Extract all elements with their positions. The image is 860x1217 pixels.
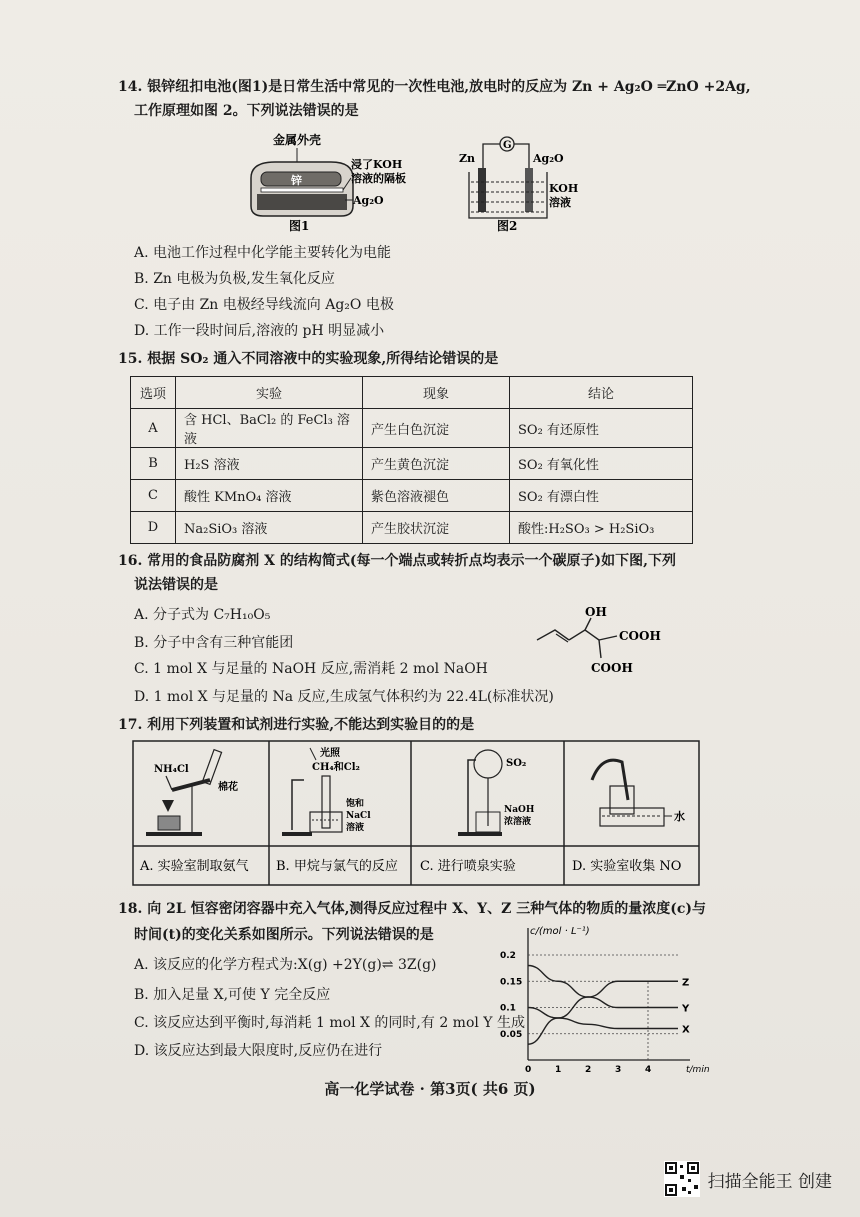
table-cell: C xyxy=(131,480,176,512)
x-axis-label: t/min xyxy=(686,1065,710,1075)
table-cell: H₂S 溶液 xyxy=(176,448,363,480)
table-cell: SO₂ 有氧化性 xyxy=(510,448,693,480)
q15-table xyxy=(130,376,693,544)
q14-option-c: C. 电子由 Zn 电极经导线流向 Ag₂O 电极 xyxy=(134,297,394,313)
series-line-z xyxy=(528,981,678,1044)
q17-caption-a: A. 实验室制取氨气 xyxy=(140,859,249,874)
label-ch4-cl2: CH₄和Cl₂ xyxy=(312,762,360,773)
table-cell: Na₂SiO₃ 溶液 xyxy=(176,512,363,544)
table-header-cell: 实验 xyxy=(176,377,363,409)
q17-caption-c: C. 进行喷泉实验 xyxy=(420,859,516,874)
table-cell: 酸性 KMnO₄ 溶液 xyxy=(176,480,363,512)
table-cell: 酸性:H₂SO₃ > H₂SiO₃ xyxy=(510,512,693,544)
q18-option-b: B. 加入足量 X,可使 Y 完全反应 xyxy=(134,987,331,1003)
apparatus-d xyxy=(592,760,685,826)
table-cell: 产生黄色沉淀 xyxy=(363,448,510,480)
fig1-label-shell: 金属外壳 xyxy=(273,133,322,147)
fig2-label-ag2o: Ag₂O xyxy=(533,152,564,165)
series-label-y: Y xyxy=(682,1003,690,1015)
q15-stem: 15. 根据 SO₂ 通入不同溶液中的实验现象,所得结论错误的是 xyxy=(118,351,499,367)
page-footer: 高一化学试卷 · 第3页( 共6 页) xyxy=(324,1080,536,1098)
y-tick-label: 0.1 xyxy=(500,1003,516,1014)
table-header-row xyxy=(131,377,693,409)
table-row xyxy=(131,480,693,512)
x-tick-label: 0 xyxy=(525,1065,532,1075)
label-conc-sol: 浓溶液 xyxy=(504,817,532,827)
fig2-caption: 图2 xyxy=(497,219,518,233)
q17-caption-b: B. 甲烷与氯气的反应 xyxy=(276,859,398,874)
table-cell: 紫色溶液褪色 xyxy=(363,480,510,512)
q16-option-a: A. 分子式为 C₇H₁₀O₅ xyxy=(134,607,271,623)
struct-cooh-2: COOH xyxy=(591,661,633,675)
series-label-z: Z xyxy=(682,977,690,989)
fig2-label-solution: 溶液 xyxy=(549,196,571,209)
series-line-x xyxy=(528,1008,678,1029)
table-cell: SO₂ 有漂白性 xyxy=(510,480,693,512)
x-tick-label: 3 xyxy=(615,1065,622,1075)
label-naoh: NaOH xyxy=(504,805,535,815)
q14-option-b: B. Zn 电极为负极,发生氧化反应 xyxy=(134,271,335,287)
q16-option-c: C. 1 mol X 与足量的 NaOH 反应,需消耗 2 mol NaOH xyxy=(134,661,488,677)
label-cotton: 棉花 xyxy=(218,782,238,793)
y-tick-label: 0.15 xyxy=(500,977,523,988)
q14-option-d: D. 工作一段时间后,溶液的 pH 明显减小 xyxy=(134,323,385,339)
watermark-text: 扫描全能王 创建 xyxy=(707,1171,832,1192)
table-header-cell: 选项 xyxy=(131,377,176,409)
table-header-cell: 结论 xyxy=(510,377,693,409)
qr-code-icon xyxy=(664,1161,700,1197)
label-nacl: NaCl xyxy=(346,811,371,821)
struct-oh: OH xyxy=(585,605,607,619)
apparatus-b xyxy=(282,746,371,836)
table-cell: A xyxy=(131,409,176,448)
table-cell: 含 HCl、BaCl₂ 的 FeCl₃ 溶液 xyxy=(176,409,363,448)
table-header-cell: 现象 xyxy=(363,377,510,409)
q16-structure-formula xyxy=(535,600,695,680)
label-light: 光照 xyxy=(320,748,340,759)
galvanometer-icon: G xyxy=(503,140,512,151)
scanner-watermark xyxy=(664,1161,832,1197)
label-nh4cl: NH₄Cl xyxy=(154,764,189,775)
fig1-label-sep1: 浸了KOH xyxy=(351,158,403,171)
table-row xyxy=(131,512,693,544)
q14-stem-line2: 工作原理如图 2。下列说法错误的是 xyxy=(134,103,359,119)
table-cell: SO₂ 有还原性 xyxy=(510,409,693,448)
q14-option-a: A. 电池工作过程中化学能主要转化为电能 xyxy=(134,245,392,261)
q18-option-a: A. 该反应的化学方程式为:X(g) +2Y(g)⇌ 3Z(g) xyxy=(134,957,437,973)
table-cell: D xyxy=(131,512,176,544)
q18-stem-line1: 18. 向 2L 恒容密闭容器中充入气体,测得反应过程中 X、Y、Z 三种气体的物质的量浓度(c)与 xyxy=(118,901,707,917)
q17-caption-d: D. 实验室收集 NO xyxy=(572,859,682,874)
label-solution: 溶液 xyxy=(346,823,365,833)
fig1-label-sep2: 溶液的隔板 xyxy=(351,172,406,185)
y-tick-label: 0.2 xyxy=(500,951,516,961)
fig2-label-zn: Zn xyxy=(459,152,476,165)
fig1-label-zinc: 锌 xyxy=(291,174,302,187)
q16-option-d: D. 1 mol X 与足量的 Na 反应,生成氢气体积约为 22.4L(标准状况) xyxy=(134,689,554,705)
x-tick-label: 1 xyxy=(555,1065,562,1075)
q14-battery-figures xyxy=(245,128,585,238)
apparatus-a xyxy=(146,750,238,836)
y-axis-label: c/(mol · L⁻¹) xyxy=(530,926,590,937)
q17-apparatus-table xyxy=(132,740,700,888)
table-row xyxy=(131,409,693,448)
q18-option-d: D. 该反应达到最大限度时,反应仍在进行 xyxy=(134,1043,383,1059)
q17-stem: 17. 利用下列装置和试剂进行实验,不能达到实验目的的是 xyxy=(118,717,475,733)
q16-stem-line1: 16. 常用的食品防腐剂 X 的结构简式(每一个端点或转折点均表示一个碳原子)如下图,下列 xyxy=(118,553,676,569)
q16-stem-line2: 说法错误的是 xyxy=(134,577,218,593)
y-tick-label: 0.05 xyxy=(500,1029,523,1040)
table-cell: 产生胶状沉淀 xyxy=(363,512,510,544)
series-line-y xyxy=(528,966,678,1008)
table-row xyxy=(131,448,693,480)
q18-stem-line2: 时间(t)的变化关系如图所示。下列说法错误的是 xyxy=(134,927,434,943)
table-cell: 产生白色沉淀 xyxy=(363,409,510,448)
q16-option-b: B. 分子中含有三种官能团 xyxy=(134,635,294,651)
label-water: 水 xyxy=(674,810,685,823)
struct-cooh-1: COOH xyxy=(619,629,661,643)
table-cell: B xyxy=(131,448,176,480)
q18-option-c: C. 该反应达到平衡时,每消耗 1 mol X 的同时,有 2 mol Y 生成 xyxy=(134,1015,526,1031)
label-sat: 饱和 xyxy=(346,799,365,809)
x-tick-label: 2 xyxy=(585,1065,592,1075)
series-label-x: X xyxy=(682,1024,690,1036)
apparatus-c xyxy=(458,750,535,836)
concentration-time-chart xyxy=(498,924,710,1075)
fig1-caption: 图1 xyxy=(289,219,310,233)
q14-stem-line1: 14. 银锌纽扣电池(图1)是日常生活中常见的一次性电池,放电时的反应为 Zn + Ag₂O ═ZnO +2Ag, xyxy=(118,79,751,95)
fig1-label-ag2o: Ag₂O xyxy=(353,194,384,207)
x-tick-label: 4 xyxy=(645,1065,652,1075)
fig2-label-koh: KOH xyxy=(549,182,579,195)
label-so2: SO₂ xyxy=(506,758,527,769)
